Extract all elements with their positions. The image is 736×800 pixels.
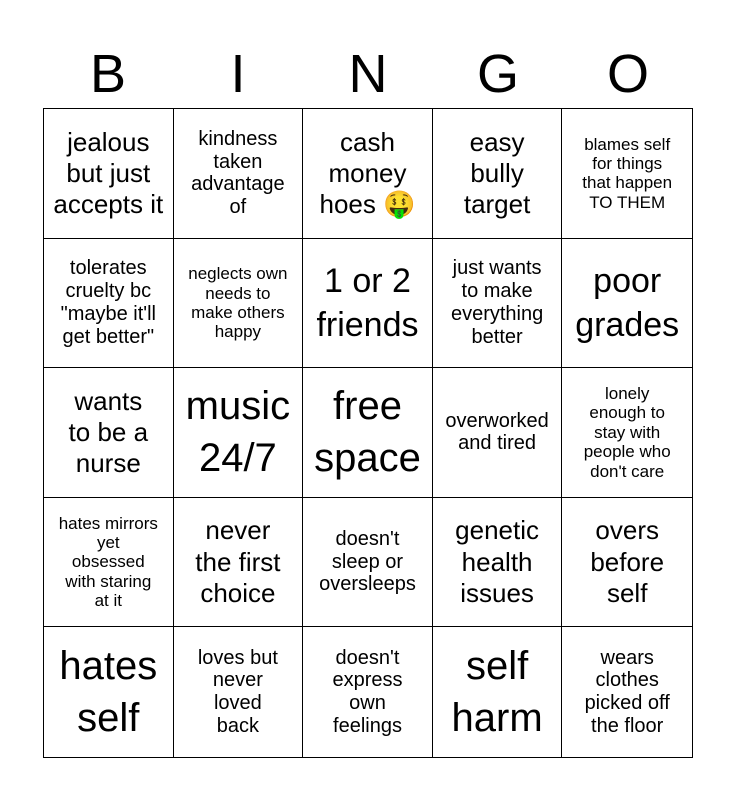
- bingo-cell[interactable]: genetic health issues: [433, 498, 563, 628]
- bingo-cell-free-space[interactable]: free space: [303, 368, 433, 498]
- bingo-cell[interactable]: lonely enough to stay with people who don't care: [562, 368, 692, 498]
- bingo-cell[interactable]: wants to be a nurse: [44, 368, 174, 498]
- header-letter-i: I: [230, 44, 246, 104]
- header-letter-g: G: [476, 44, 519, 104]
- bingo-cell[interactable]: hates mirrors yet obsessed with staring at it: [44, 498, 174, 628]
- bingo-cell[interactable]: never the first choice: [174, 498, 304, 628]
- bingo-cell[interactable]: overs before self: [562, 498, 692, 628]
- bingo-cell[interactable]: wears clothes picked off the floor: [584, 646, 670, 737]
- header-letter-n: N: [348, 44, 388, 104]
- header-letter-o: O: [606, 44, 649, 104]
- bingo-cell[interactable]: easy bully target: [433, 109, 563, 239]
- bingo-cell[interactable]: music 24/7: [174, 368, 304, 498]
- bingo-cell[interactable]: neglects own needs to make others happy: [174, 239, 304, 369]
- bingo-cell[interactable]: self harm: [433, 627, 563, 757]
- header-letter-b: B: [89, 44, 127, 104]
- bingo-cell[interactable]: just wants to make everything better: [433, 239, 563, 369]
- bingo-cell[interactable]: tolerates cruelty bc "maybe it'll get better": [44, 239, 174, 369]
- bingo-cell[interactable]: 1 or 2 friends: [303, 239, 433, 369]
- bingo-cell[interactable]: overworked and tired: [433, 368, 563, 498]
- bingo-cell[interactable]: cash money hoes 🤑: [303, 109, 433, 239]
- bingo-header: [43, 40, 693, 108]
- bingo-cell[interactable]: hates self: [44, 627, 174, 757]
- bingo-cell[interactable]: doesn't sleep or oversleeps: [303, 498, 433, 628]
- bingo-cell[interactable]: poor grades: [562, 239, 692, 369]
- bingo-cell[interactable]: jealous but just accepts it: [44, 109, 174, 239]
- bingo-board: [43, 108, 693, 758]
- bingo-cell[interactable]: loves but never loved back: [174, 627, 304, 757]
- bingo-cell[interactable]: blames self for things that happen TO THEM: [562, 109, 692, 239]
- bingo-cell[interactable]: kindness taken advantage of: [174, 109, 304, 239]
- bingo-cell[interactable]: doesn't express own feelings: [303, 627, 433, 757]
